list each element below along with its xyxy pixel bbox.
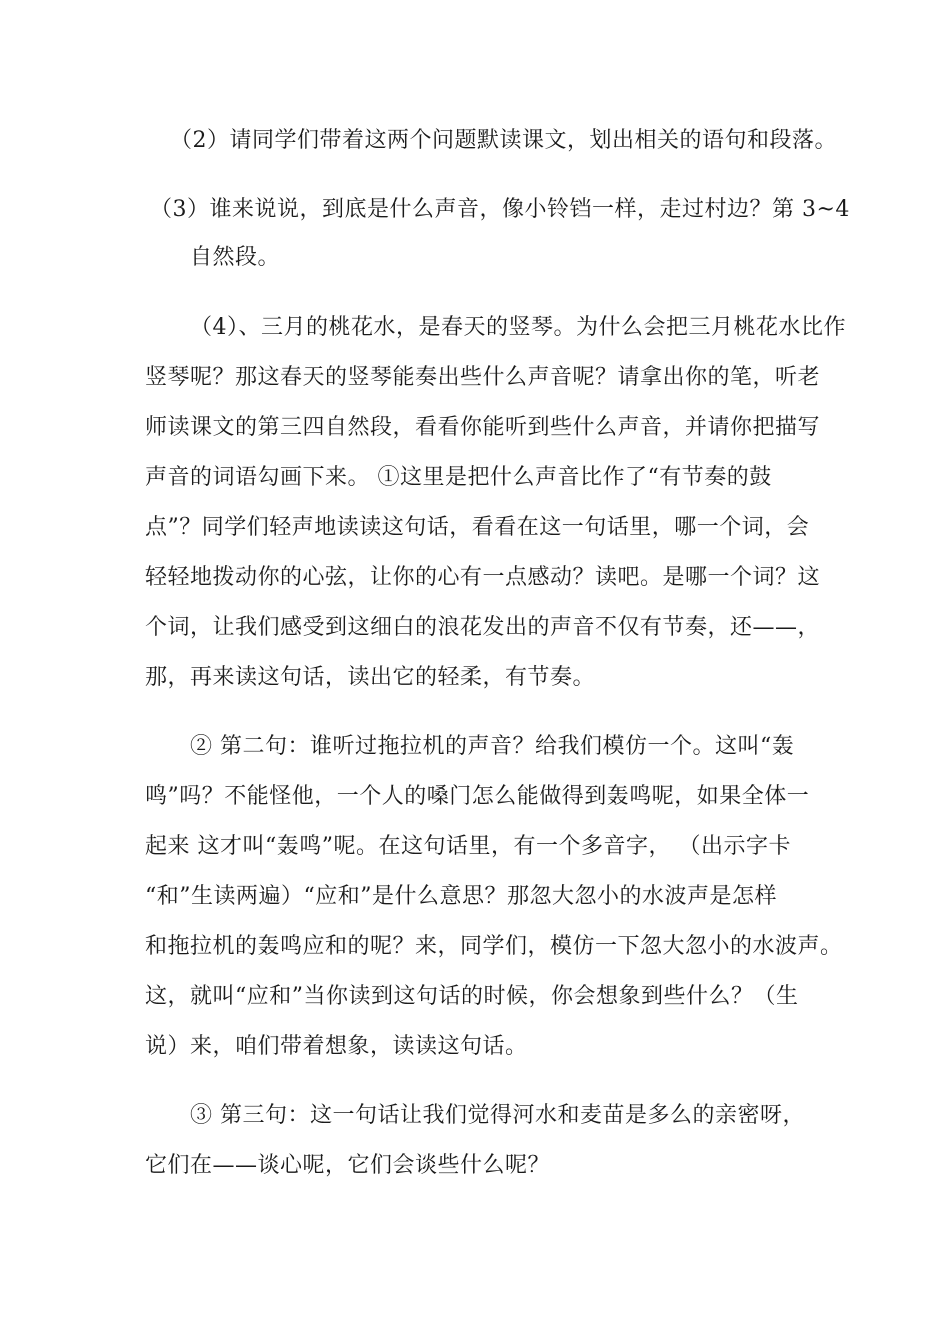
text-line: ③ 第三句：这一句话让我们觉得河水和麦苗是多么的亲密呀， (190, 1103, 805, 1128)
text-line: 和拖拉机的轰鸣应和的呢？来，同学们，模仿一下忽大忽小的水波声。 (145, 934, 843, 959)
text-line: 起来 这才叫“轰鸣”呢。在这句话里，有一个多音字， （出示字卡 (145, 834, 791, 859)
text-line: （2）请同学们带着这两个问题默读课文，划出相关的语句和段落。 (170, 128, 837, 153)
text-line: 鸣”吗？不能怪他，一个人的嗓门怎么能做得到轰鸣呢，如果全体一 (145, 784, 810, 809)
text-line: 那，再来读这句话，读出它的轻柔，有节奏。 (145, 665, 596, 690)
text-line: 师读课文的第三四自然段，看看你能听到些什么声音，并请你把描写 (145, 415, 821, 440)
text-line: 说）来，咱们带着想象，读读这句话。 (145, 1034, 528, 1059)
text-line: 声音的词语勾画下来。 ①这里是把什么声音比作了“有节奏的鼓 (145, 465, 772, 490)
text-line: （3）谁来说说，到底是什么声音，像小铃铛一样，走过村边？第 3~4 (150, 197, 850, 222)
text-line: 自然段。 (190, 245, 281, 270)
text-line: （4）、三月的桃花水，是春天的竖琴。为什么会把三月桃花水比作 (190, 315, 846, 340)
text-line: 个词，让我们感受到这细白的浪花发出的声音不仅有节奏，还——， (145, 615, 821, 640)
text-line: 点”？同学们轻声地读读这句话，看看在这一句话里，哪一个词，会 (145, 515, 810, 540)
text-line: ② 第二句：谁听过拖拉机的声音？给我们模仿一个。这叫“轰 (190, 734, 795, 759)
text-line: 轻轻地拨动你的心弦，让你的心有一点感动？读吧。是哪一个词？这 (145, 565, 821, 590)
text-line: 竖琴呢？那这春天的竖琴能奏出些什么声音呢？请拿出你的笔，听老 (145, 365, 821, 390)
text-line: 它们在——谈心呢，它们会谈些什么呢？ (145, 1153, 551, 1178)
text-line: 这，就叫“应和”当你读到这句话的时候，你会想象到些什么？（生 (145, 984, 799, 1009)
text-line: “和”生读两遍）“应和”是什么意思？那忽大忽小的水波声是怎样 (145, 884, 777, 909)
